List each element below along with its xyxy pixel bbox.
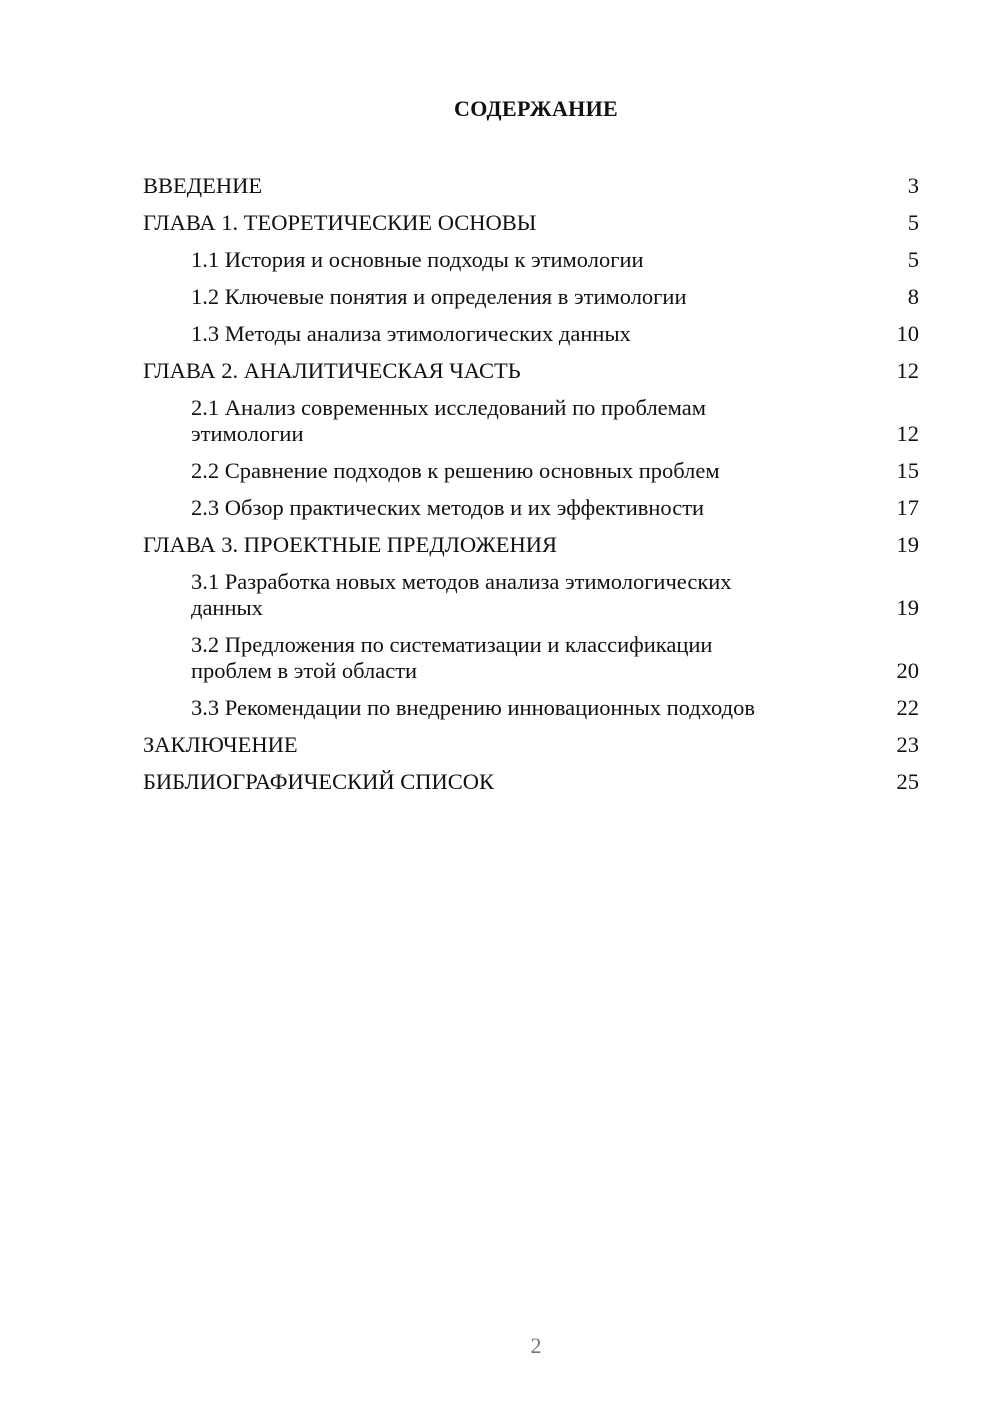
toc-entry-label: ГЛАВА 3. ПРОЕКТНЫЕ ПРЕДЛОЖЕНИЯ [143, 532, 558, 557]
page-title: СОДЕРЖАНИЕ [454, 96, 618, 121]
toc-entry-page: 5 [907, 210, 919, 235]
toc-entry-label: ЗАКЛЮЧЕНИЕ [143, 732, 298, 757]
toc-subentry[interactable] [143, 390, 919, 453]
toc-entry-page: 25 [896, 769, 919, 794]
toc-subentry[interactable] [143, 490, 919, 527]
toc-subentry[interactable] [143, 279, 919, 316]
toc-entry-page: 12 [896, 358, 919, 383]
toc-subentry[interactable] [143, 316, 919, 353]
toc-entry-label: ВВЕДЕНИЕ [143, 173, 263, 198]
toc-subentry[interactable] [143, 690, 919, 727]
toc-entry[interactable] [143, 353, 919, 390]
toc-entry-page: 19 [896, 532, 919, 557]
toc-entry-page: 15 [896, 458, 919, 483]
toc-entry-label: 2.1 Анализ современных исследований по проблемам этимологии [191, 395, 706, 446]
toc-entry-label: ГЛАВА 1. ТЕОРЕТИЧЕСКИЕ ОСНОВЫ [143, 210, 537, 235]
toc-entry-page: 17 [896, 495, 919, 520]
toc-entry-page: 8 [907, 284, 919, 309]
toc-subentry[interactable] [143, 453, 919, 490]
toc-entry-page: 19 [896, 595, 919, 620]
toc-entry-page: 22 [896, 695, 919, 720]
toc-entry-label: БИБЛИОГРАФИЧЕСКИЙ СПИСОК [143, 769, 495, 794]
toc-subentry[interactable] [143, 242, 919, 279]
toc-subentry[interactable] [143, 564, 919, 627]
toc-entry-label: 2.2 Сравнение подходов к решению основных проблем [191, 458, 720, 483]
toc-entry-label: ГЛАВА 2. АНАЛИТИЧЕСКАЯ ЧАСТЬ [143, 358, 521, 383]
toc-entry-page: 10 [896, 321, 919, 346]
toc-entry[interactable] [143, 168, 919, 205]
toc-entry-page: 3 [907, 173, 919, 198]
page-number: 2 [530, 1333, 542, 1358]
table-of-contents [143, 168, 919, 801]
toc-entry-label: 1.2 Ключевые понятия и определения в этимологии [191, 284, 687, 309]
toc-entry-label: 3.3 Рекомендации по внедрению инновационных подходов [191, 695, 755, 720]
toc-entry[interactable] [143, 527, 919, 564]
toc-entry-label: 3.1 Разработка новых методов анализа этимологических данных [191, 569, 732, 620]
toc-entry-label: 1.3 Методы анализа этимологических данных [191, 321, 631, 346]
toc-entry-label: 2.3 Обзор практических методов и их эффективности [191, 495, 705, 520]
toc-entry-label: 1.1 История и основные подходы к этимологии [191, 247, 644, 272]
toc-entry-page: 23 [896, 732, 919, 757]
toc-entry-page: 5 [907, 247, 919, 272]
toc-subentry[interactable] [143, 627, 919, 690]
toc-entry[interactable] [143, 727, 919, 764]
toc-entry-label: 3.2 Предложения по систематизации и классификации проблем в этой области [191, 632, 713, 683]
toc-entry-page: 12 [896, 421, 919, 446]
toc-entry[interactable] [143, 205, 919, 242]
toc-entry[interactable] [143, 764, 919, 801]
toc-entry-page: 20 [896, 658, 919, 683]
